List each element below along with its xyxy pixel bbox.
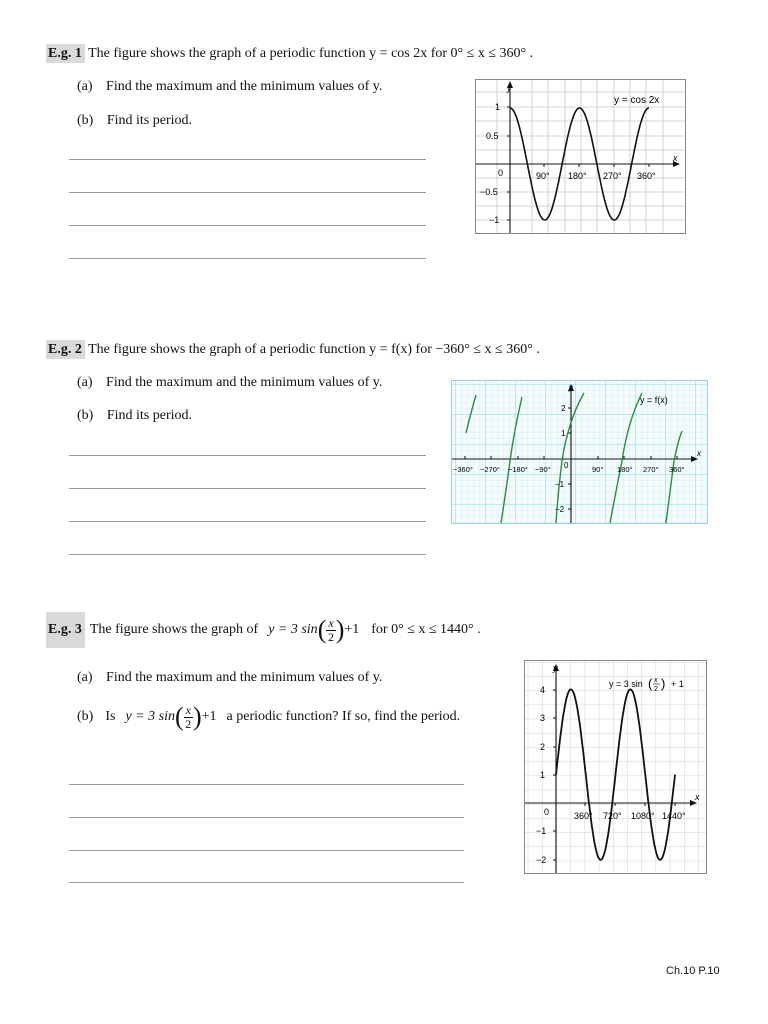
eg2-xtick-8: 360° — [669, 465, 685, 474]
eg3-axis-x-label: x — [695, 792, 700, 802]
eg3-tag: E.g. 3 — [46, 612, 85, 648]
eg3-xtick-3: 1080° — [631, 811, 655, 821]
eg3-graph — [524, 660, 707, 874]
eg2-xtick-7: 270° — [643, 465, 659, 474]
eg2-axis-y-label: y — [569, 383, 573, 392]
eg2-b-text: Find its period. — [106, 408, 192, 423]
eg2-origin-label: 0 — [564, 461, 569, 470]
eg1-ytick-3: −0.5 — [480, 187, 498, 197]
eg3-ytick-4: 1 — [540, 770, 546, 780]
eg3-answer-line-2 — [69, 817, 464, 818]
eg2-ytick-4: −2 — [555, 505, 565, 514]
eg3-b-is: Is — [105, 709, 116, 724]
eg3-curve-label-lparen: ( — [648, 676, 653, 691]
eg2-answer-line-1 — [69, 455, 426, 456]
eg3-curve-label-den: 2 — [654, 686, 658, 693]
eg1-part-b — [77, 113, 192, 129]
eg2-xtick-1: −360° — [453, 465, 473, 474]
eg2-curve-label: y = f(x) — [640, 395, 668, 405]
eg2-ytick-3: −1 — [555, 480, 565, 489]
eg3-b-left-paren: ( — [174, 702, 184, 731]
eg2-part-a — [77, 375, 382, 391]
eg2-ytick-1: 2 — [561, 404, 566, 413]
eg2-xtick-5: 90° — [592, 465, 604, 474]
eg1-part-a — [77, 79, 382, 95]
eg3-curve-label-num: x — [654, 677, 658, 684]
eg2-part-b — [77, 408, 192, 424]
eg2-question — [46, 342, 540, 358]
eg1-answer-line-1 — [69, 159, 426, 160]
eg3-eq-post: +1 — [344, 622, 360, 637]
eg2-xtick-2: −270° — [480, 465, 500, 474]
eg3-ytick-5: −1 — [536, 826, 547, 836]
eg2-a-text: Find the maximum and the minimum values of y. — [106, 375, 383, 390]
eg1-ytick-4: −1 — [489, 215, 500, 225]
eg3-b-right-paren: ) — [192, 702, 202, 731]
eg3-b-eq-post: +1 — [201, 709, 217, 724]
eg1-axis-x-label: x — [673, 153, 678, 163]
eg1-xtick-3: 270° — [603, 171, 622, 181]
eg1-xtick-2: 180° — [568, 171, 587, 181]
eg2-graph — [451, 380, 708, 524]
eg3-b-fraction — [184, 704, 193, 731]
eg3-left-paren: ( — [317, 615, 327, 644]
eg2-xtick-3: −180° — [508, 465, 528, 474]
eg1-graph — [475, 79, 686, 234]
eg1-ytick-2: 0.5 — [486, 131, 499, 141]
eg1-tag: E.g. 1 — [46, 44, 85, 63]
eg3-a-text: Find the maximum and the minimum values of y. — [106, 670, 383, 685]
eg3-fraction — [326, 617, 335, 644]
eg1-answer-line-2 — [69, 192, 426, 193]
eg2-ytick-2: 1 — [561, 429, 566, 438]
eg3-answer-line-3 — [69, 850, 464, 851]
eg2-tag: E.g. 2 — [46, 340, 85, 359]
eg1-axis-y-label: y — [507, 83, 512, 93]
eg3-a-label: (a) — [77, 670, 93, 685]
eg1-xtick-1: 90° — [536, 171, 550, 181]
eg3-curve-label-pre: y = 3 sin — [609, 679, 643, 689]
eg2-answer-line-3 — [69, 521, 426, 522]
eg3-xtick-1: 360° — [574, 811, 593, 821]
eg1-a-text: Find the maximum and the minimum values of y. — [106, 79, 383, 94]
eg3-ytick-1: 4 — [540, 685, 546, 695]
eg3-eq-pre: y = 3 sin — [268, 622, 318, 637]
eg3-ytick-3: 2 — [540, 742, 546, 752]
eg3-text-post: for 0° ≤ x ≤ 1440° . — [371, 622, 481, 637]
eg3-xtick-2: 720° — [603, 811, 622, 821]
eg2-answer-line-4 — [69, 554, 426, 555]
eg2-a-label: (a) — [77, 375, 93, 390]
eg2-text: The figure shows the graph of a periodic function y = f(x) for −360° ≤ x ≤ 360° . — [88, 342, 540, 357]
eg2-xtick-6: 180° — [617, 465, 633, 474]
eg3-xtick-4: 1440° — [662, 811, 686, 821]
eg1-b-text: Find its period. — [106, 113, 192, 128]
eg1-text: The figure shows the graph of a periodic function y = cos 2x for 0° ≤ x ≤ 360° . — [88, 46, 534, 61]
eg3-answer-line-4 — [69, 882, 464, 883]
eg1-a-label: (a) — [77, 79, 93, 94]
eg1-answer-line-3 — [69, 225, 426, 226]
eg3-b-eq-pre: y = 3 sin — [125, 709, 175, 724]
eg3-text-pre: The figure shows the graph of — [89, 622, 259, 637]
eg2-answer-line-2 — [69, 488, 426, 489]
eg3-b-label: (b) — [77, 709, 94, 724]
eg3-part-a — [77, 670, 382, 686]
eg3-frac-den: 2 — [328, 629, 335, 644]
eg3-part-b — [77, 702, 460, 732]
eg2-xtick-4: −90° — [535, 465, 551, 474]
eg1-curve-label: y = cos 2x — [614, 95, 660, 106]
eg3-right-paren: ) — [335, 615, 345, 644]
eg3-curve-label-rparen: ) — [661, 676, 666, 691]
eg3-question — [46, 612, 481, 648]
page-footer: Ch.10 P.10 — [666, 965, 720, 977]
eg3-b-text: a periodic function? If so, find the period. — [226, 709, 461, 724]
eg3-b-frac-den: 2 — [185, 716, 192, 731]
eg1-origin-label: 0 — [498, 168, 504, 178]
eg3-ytick-2: 3 — [540, 713, 546, 723]
eg1-xtick-4: 360° — [637, 171, 656, 181]
eg3-answer-line-1 — [69, 784, 464, 785]
eg1-question — [46, 46, 533, 62]
eg1-ytick-1: 1 — [495, 102, 501, 112]
eg3-curve-label-post: + 1 — [671, 679, 684, 689]
eg3-ytick-6: −2 — [536, 855, 547, 865]
eg3-axis-y-label: y — [553, 663, 558, 673]
eg1-b-label: (b) — [77, 113, 94, 128]
eg3-b-frac-num: x — [185, 702, 191, 717]
eg3-frac-num: x — [328, 615, 334, 630]
eg2-axis-x-label: x — [697, 449, 701, 458]
eg2-b-label: (b) — [77, 408, 94, 423]
eg3-origin-label: 0 — [544, 807, 550, 817]
eg1-answer-line-4 — [69, 258, 426, 259]
